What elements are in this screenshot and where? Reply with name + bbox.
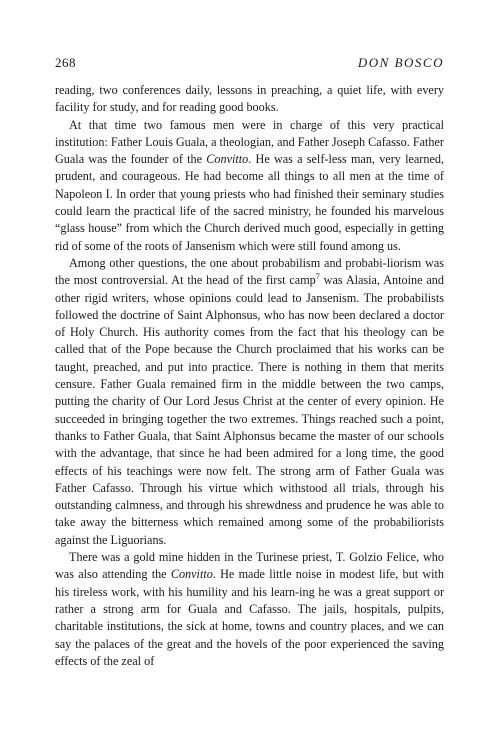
text-run: . He was a self-less man, very learned, prudent, and courageous. He had become all things to all men at the time of Napoleon I. In order that young priests who had finished their seminary studies could learn the practical life of the sacred ministry, he founded his marvelous “glass house” from which the Church derived much good, especially in getting rid of some of the roots of Jansenism which were still found among us. [55, 152, 444, 253]
paragraph [55, 82, 444, 117]
text-run: was Alasia, Antoine and other rigid writers, whose opinions could lead to Jansenism. The probabilists followed the doctrine of Saint Alphonsus, who has now been declared a doctor of Holy Church. His authority comes from the fact that his theology can be called that of the Pope because the Church proclaimed that his works can be taught, preached, and put into practice. There is nothing in them that merits censure. Father Guala remained firm in the middle between the two camps, putting the charity of Our Lord Jesus Christ at the center of every opinion. He succeeded in bringing together the two extremes. Things reached such a point, thanks to Father Guala, that Saint Alphonsus became the master of our schools with the advantage, that since he had been admired for a long time, the good effects of his teachings were now felt. The strong arm of Father Guala was Father Cafasso. Through his virtue which withstood all trials, through his outstanding calmness, and through his shrewdness and prudence he was able to take away the bitterness which remained among some of the probabiliorists against the Liguorians. [55, 273, 444, 547]
text-run: Among other questions, the one about probabilism and probabi-liorism was the most controversial. At the head of the first camp [55, 255, 444, 288]
italic-text: Convitto [170, 567, 213, 582]
body-text [55, 82, 444, 670]
italic-text: Convitto [206, 152, 249, 167]
text-run: At that time two famous men were in charge of this very practical institution: Father Louis Guala, a theologian, and Father Joseph Cafasso. Father Guala was the founder of the [55, 117, 444, 167]
page-header [55, 55, 444, 77]
footnote-marker: 7 [315, 272, 320, 282]
paragraph [55, 549, 444, 670]
book-page [55, 55, 444, 670]
paragraph [55, 255, 444, 549]
text-run: . He made little noise in modest life, but with his tireless work, with his humility and his learn-ing he was a great support or rather a strong arm for Guala and Cafasso. The jails, hospitals, pulpits, charitable institutions, the sick at home, towns and country places, and we can say the palaces of the great and the hovels of the poor experienced the saving effects of the zeal of [55, 567, 444, 668]
running-head: DON BOSCO [357, 55, 444, 70]
text-run: reading, two conferences daily, lessons in preaching, a quiet life, with every facility for study, and for reading good books. [55, 83, 444, 115]
paragraph [55, 117, 444, 255]
text-run: There was a gold mine hidden in the Turinese priest, T. Golzio Felice, who was also attending the [55, 550, 444, 582]
page-number: 268 [55, 55, 76, 70]
